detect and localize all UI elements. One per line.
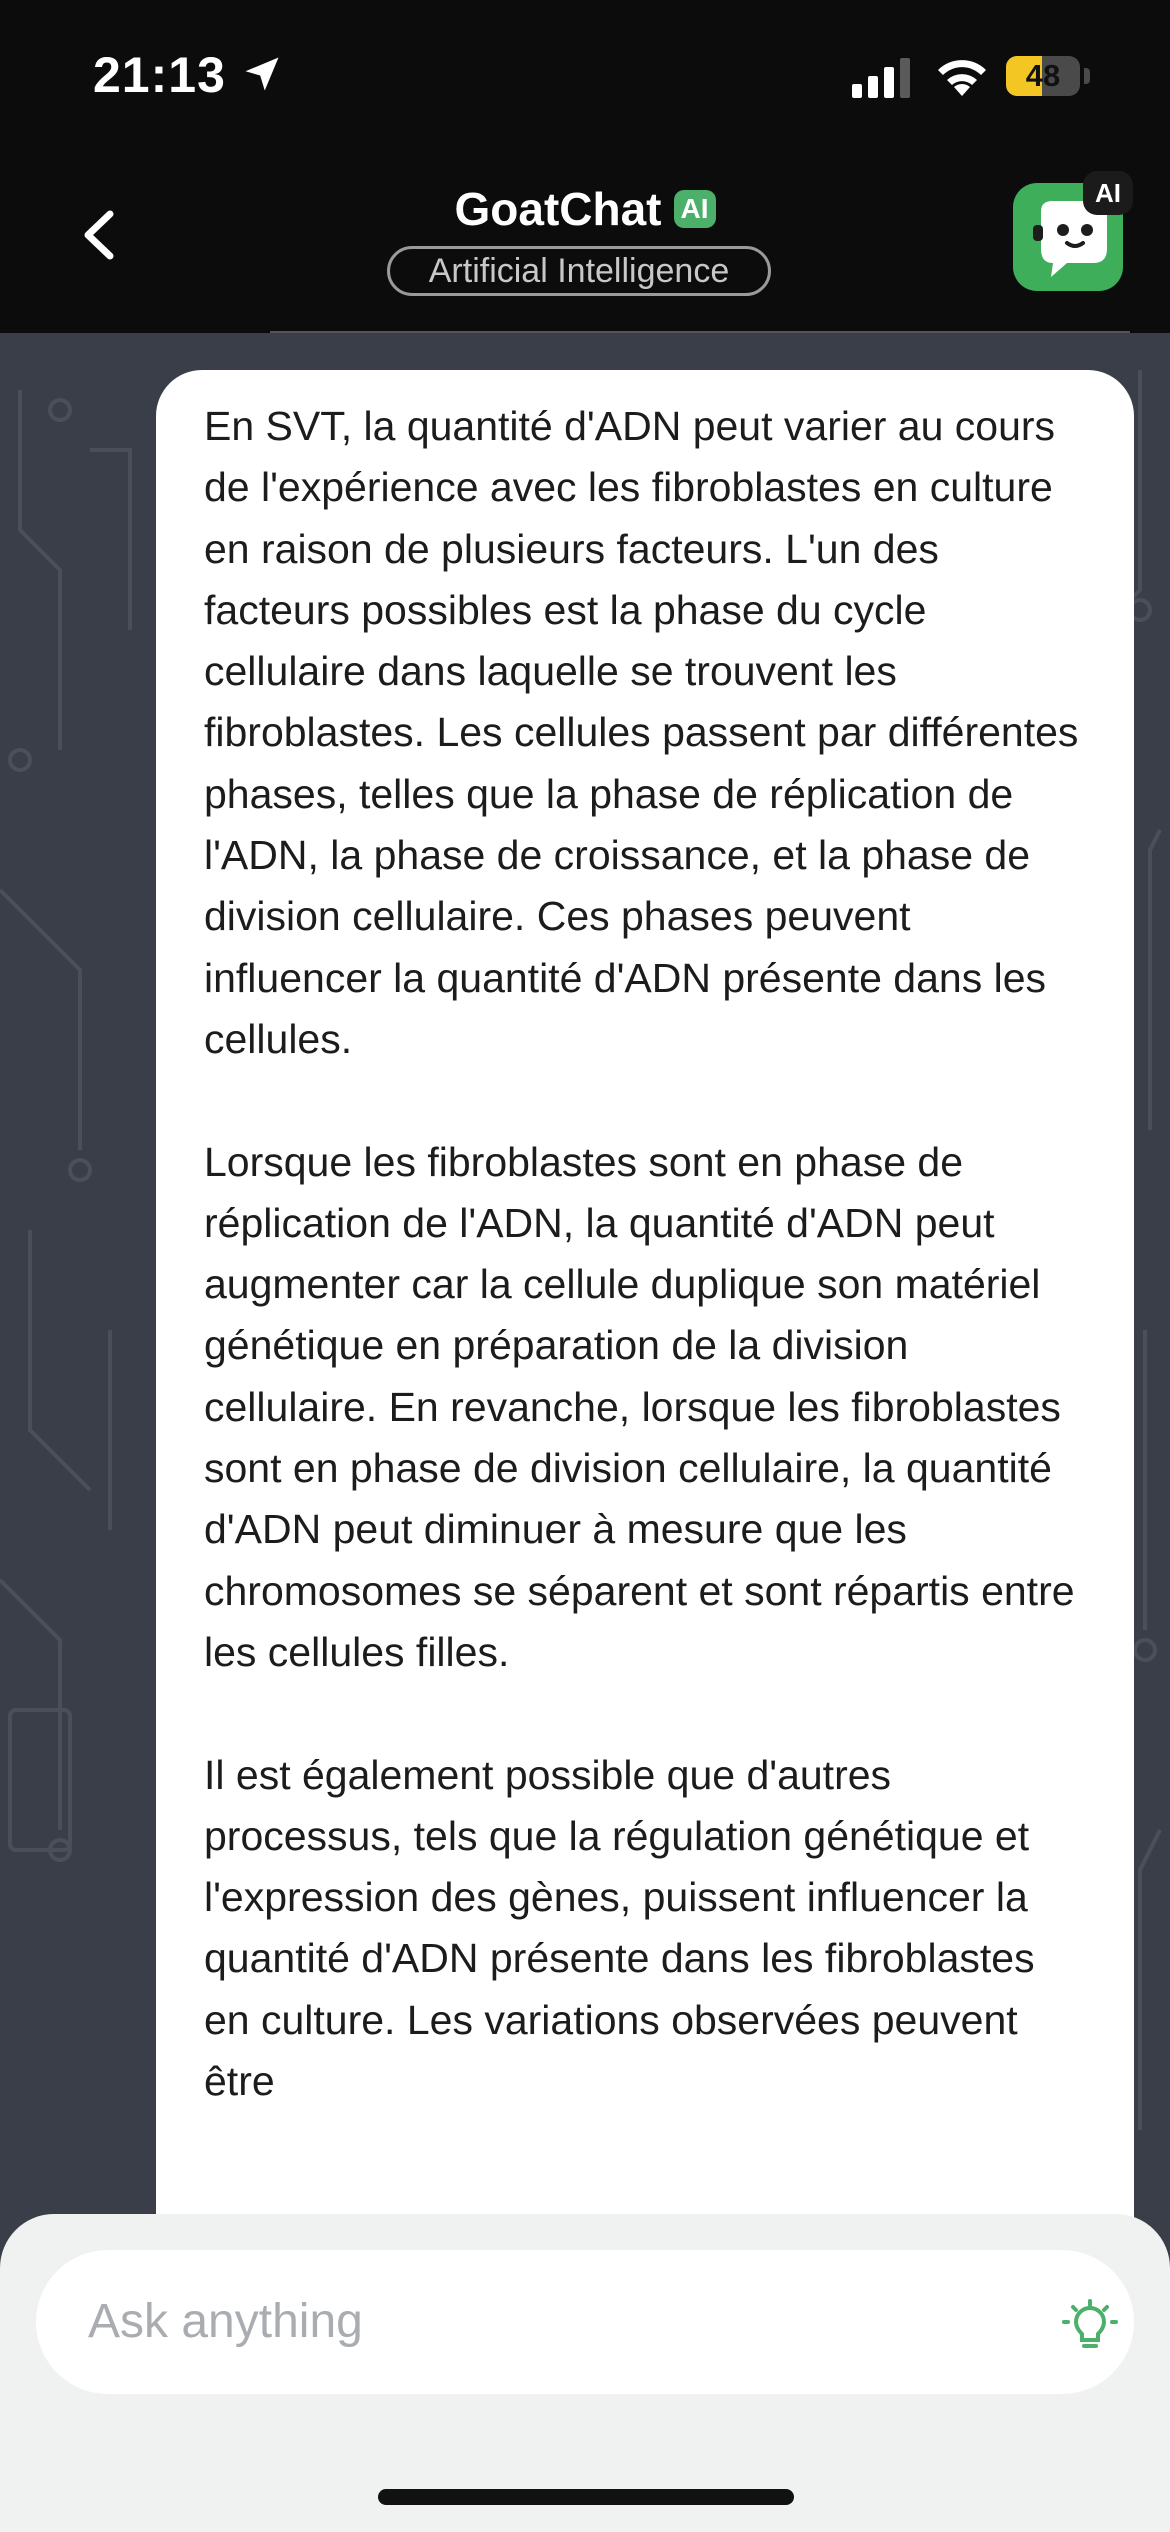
status-time: 21:13 (93, 47, 226, 103)
page-title: GoatChat (454, 183, 662, 235)
location-arrow-icon (240, 52, 284, 96)
input-placeholder: Ask anything (88, 2295, 363, 2348)
message-paragraph: Il est également possible que d'autres processus, tels que la régulation génétique et l'expression des gènes, puissent influencer la quantité d'ADN présente dans les fibroblastes en culture. Les variations observées peuvent être (204, 1751, 1035, 2105)
composer-area (0, 2214, 1170, 2532)
app-header (0, 0, 1170, 333)
title-ai-badge: AI (674, 190, 716, 228)
battery-cap (1084, 68, 1090, 84)
message-input[interactable] (36, 2250, 1134, 2394)
home-indicator[interactable] (378, 2489, 794, 2505)
header-divider (270, 331, 1130, 333)
cellular-signal-icon (852, 58, 914, 98)
message-paragraph: En SVT, la quantité d'ADN peut varier au cours de l'expérience avec les fibroblastes en culture en raison de plusieurs facteurs. L'un des facteurs possibles est la phase du cycle cellulaire dans laquelle se trouvent les fibroblastes. Les cellules passent par différentes phases, telles que la phase de réplication de l'ADN, la phase de croissance, et la phase de division cellulaire. Ces phases peuvent influencer la quantité d'ADN présente dans les cellules. (204, 403, 1079, 1062)
message-paragraph: Lorsque les fibroblastes sont en phase de réplication de l'ADN, la quantité d'ADN peut augmenter car la cellule duplique son matériel génétique en préparation de la division cellulaire. En revanche, lorsque les fibroblastes sont en phase de division cellulaire, la quantité d'ADN peut diminuer à mesure que les chromosomes se séparent et sont répartis entre les cellules filles. (204, 1138, 1075, 1675)
avatar-ai-badge: AI (1083, 171, 1133, 215)
subtitle-badge: Artificial Intelligence (387, 246, 771, 296)
back-button[interactable] (70, 200, 130, 270)
assistant-message-bubble[interactable] (156, 370, 1134, 2270)
battery-icon (1006, 56, 1080, 96)
battery-percentage: 48 (1025, 58, 1061, 93)
status-bar (0, 0, 1170, 150)
wifi-icon (935, 54, 989, 96)
chat-title-group (335, 182, 835, 236)
lightbulb-icon[interactable] (1062, 2298, 1118, 2354)
